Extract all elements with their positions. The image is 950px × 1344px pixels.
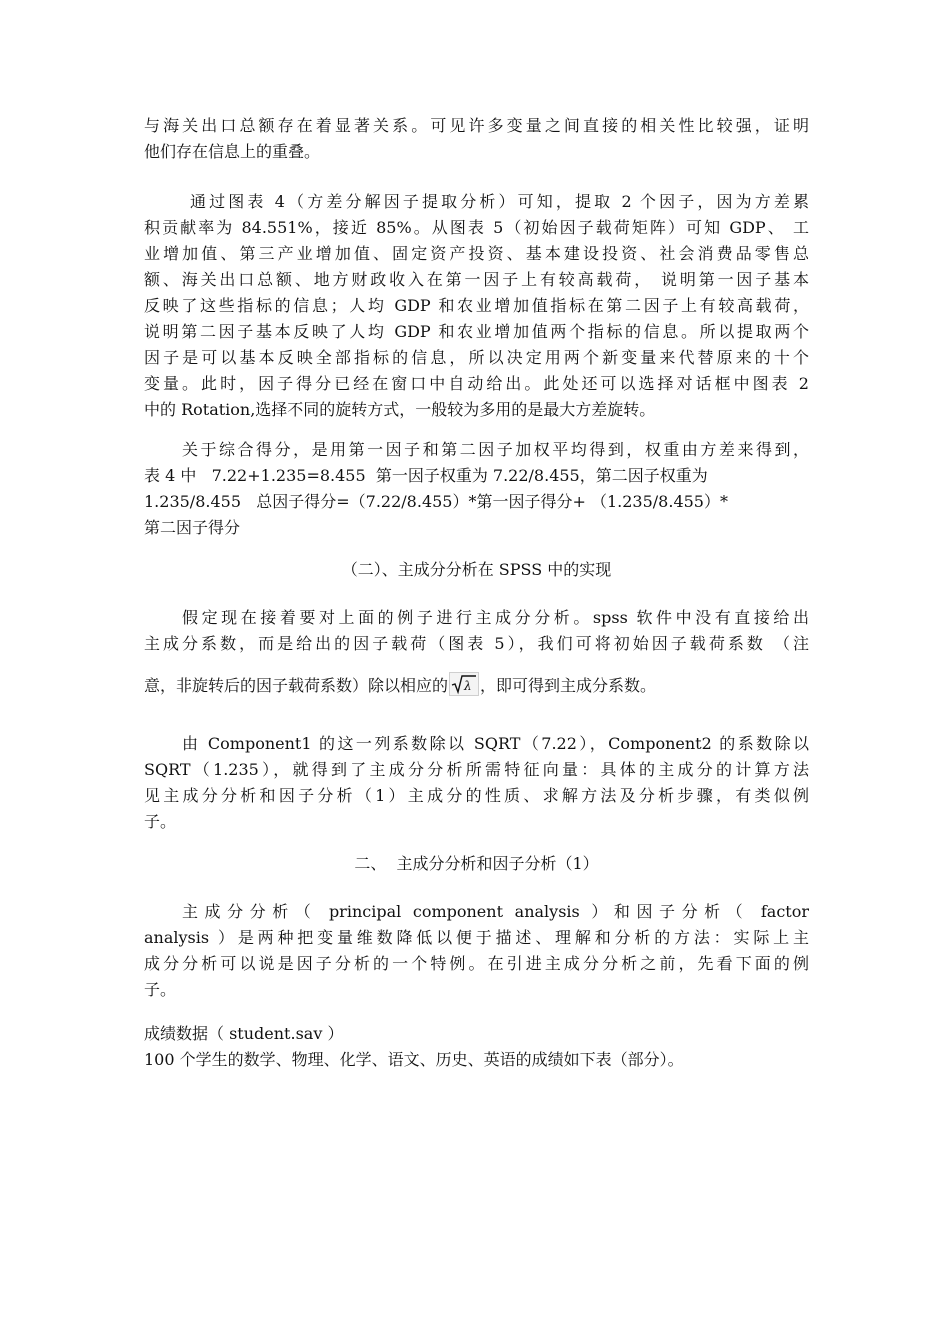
text-line: 子。 <box>144 980 177 999</box>
text-line: 他们存在信息上的重叠。 <box>144 142 321 161</box>
text-line-with-formula <box>144 672 809 698</box>
text-line: 通过图表 4（方差分解因子提取分析）可知，提取 2 个因子，因为方差累 <box>190 192 809 211</box>
text-line: 反映了这些指标的信息；人均 GDP 和农业增加值指标在第二因子上有较高载荷， <box>144 296 809 315</box>
sqrt-lambda-icon <box>449 672 479 696</box>
text-line: 中的 Rotation,选择不同的旋转方式，一般较为多用的是最大方差旋转。 <box>144 400 656 419</box>
text-line: analysis ）是两种把变量维数降低以便于描述、理解和分析的方法：实际上主 <box>144 928 809 947</box>
text-line: 1.235/8.455 总因子得分=（7.22/8.455）*第一因子得分+ （1.235/8.455）* <box>144 492 728 511</box>
text-line: 业增加值、第三产业增加值、固定资产投资、基本建设投资、社会消费品零售总 <box>144 244 809 263</box>
svg-text:λ: λ <box>464 679 472 693</box>
text-line: 第二因子得分 <box>144 518 241 537</box>
text-line: 积贡献率为 84.551%，接近 85%。从图表 5（初始因子载荷矩阵）可知 GDP、 工 <box>144 218 809 237</box>
text-line: 说明第二因子基本反映了人均 GDP 和农业增加值两个指标的信息。所以提取两个 <box>144 322 809 341</box>
text-line: 由 Component1 的这一列系数除以 SQRT（7.22），Component2 的系数除以 <box>182 734 809 753</box>
text-segment: 意，非旋转后的因子载荷系数）除以相应的 <box>144 676 449 695</box>
text-line: 成分分析可以说是因子分析的一个特例。在引进主成分分析之前，先看下面的例 <box>144 954 809 973</box>
text-line: 见主成分分析和因子分析（1）主成分的性质、求解方法及分析步骤，有类似例 <box>144 786 809 805</box>
text-line: 变量。此时，因子得分已经在窗口中自动给出。此处还可以选择对话框中图表 2 <box>144 374 809 393</box>
section-heading: （二）、主成分分析在 SPSS 中的实现 <box>341 560 612 579</box>
section-heading: 二、 主成分分析和因子分析（1） <box>354 854 599 873</box>
text-line: 成绩数据（ student.sav ） <box>144 1024 344 1043</box>
text-segment: ，即可得到主成分系数。 <box>480 676 657 695</box>
text-line: 表 4 中 7.22+1.235=8.455 第一因子权重为 7.22/8.455，第二因子权重为 <box>144 466 708 485</box>
text-line: 100 个学生的数学、物理、化学、语文、历史、英语的成绩如下表（部分）。 <box>144 1050 684 1069</box>
text-line: 因子是可以基本反映全部指标的信息，所以决定用两个新变量来代替原来的十个 <box>144 348 809 367</box>
text-line: 关于综合得分，是用第一因子和第二因子加权平均得到，权重由方差来得到， <box>182 440 809 459</box>
text-line: 主成分系数，而是给出的因子载荷（图表 5），我们可将初始因子载荷系数 （注 <box>144 634 809 653</box>
text-line: 假定现在接着要对上面的例子进行主成分分析。spss 软件中没有直接给出 <box>182 608 809 627</box>
text-line: 子。 <box>144 812 177 831</box>
text-line: 主成分分析（ principal component analysis ）和因子分析（ factor <box>182 902 809 921</box>
text-line: 与海关出口总额存在着显著关系。可见许多变量之间直接的相关性比较强，证明 <box>144 116 809 135</box>
text-line: 额、海关出口总额、地方财政收入在第一因子上有较高载荷， 说明第一因子基本 <box>144 270 809 289</box>
text-line: SQRT（1.235），就得到了主成分分析所需特征向量：具体的主成分的计算方法 <box>144 760 809 779</box>
